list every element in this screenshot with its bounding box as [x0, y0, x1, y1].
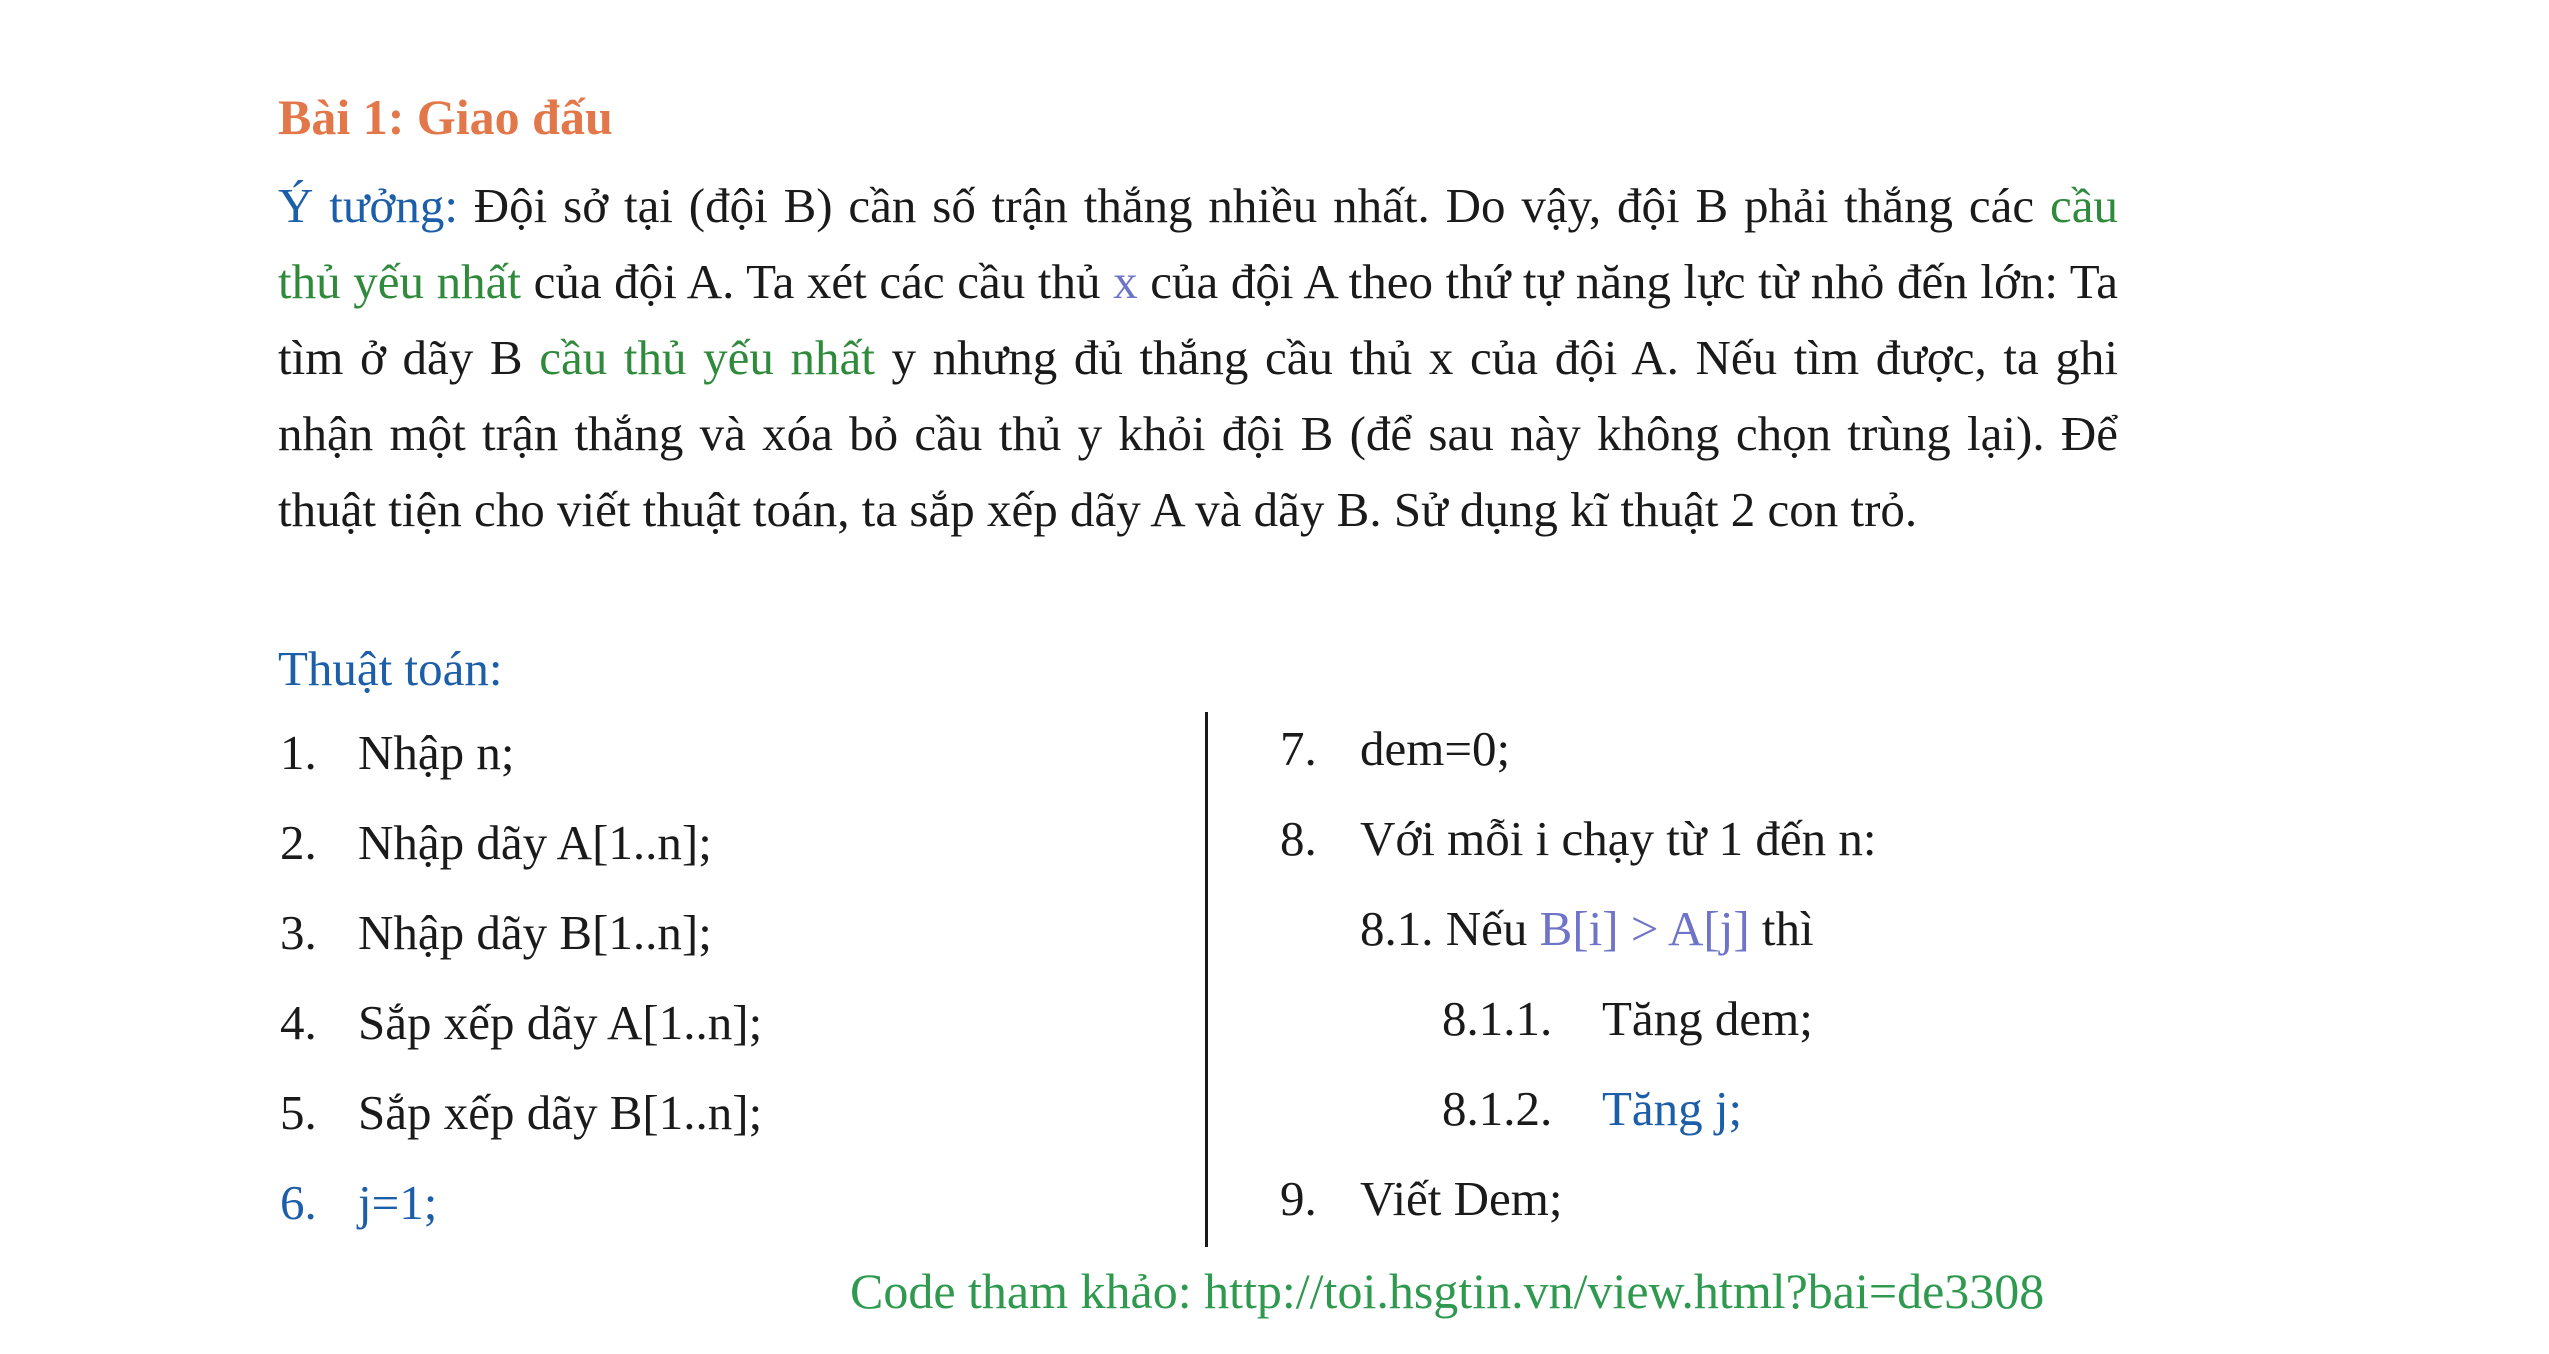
algorithm-step [280, 813, 712, 873]
idea-text-2: của đội A. Ta xét các cầu thủ [520, 254, 1114, 309]
algorithm-step [1280, 809, 1877, 869]
step-number: 8.1. [1360, 901, 1434, 956]
step-number: 9. [1280, 1171, 1317, 1226]
algorithm-step [280, 1083, 762, 1143]
step-condition: B[i] > A[j] [1539, 901, 1750, 956]
step-text: dem=0; [1360, 721, 1511, 776]
algorithm-step [280, 1173, 437, 1233]
algorithm-subsubstep [1442, 1079, 1742, 1139]
step-text: Tăng dem; [1602, 991, 1813, 1046]
step-text: Nhập n; [358, 725, 515, 780]
step-text: Sắp xếp dãy A[1..n]; [358, 995, 763, 1050]
step-number: 2. [280, 815, 317, 870]
idea-label: Ý tưởng: [278, 178, 458, 233]
step-text-pre: Nếu [1445, 901, 1540, 956]
algorithm-substep [1360, 899, 1814, 959]
algorithm-heading: Thuật toán: [278, 641, 503, 696]
step-number: 8.1.1. [1442, 991, 1553, 1046]
idea-paragraph [278, 168, 2118, 548]
algorithm-step [1280, 719, 1510, 779]
step-number: 3. [280, 905, 317, 960]
step-text: Nhập dãy B[1..n]; [358, 905, 712, 960]
idea-text-4: y nhưng đủ thắng cầu thủ x của đội A. Nếu tìm được, ta ghi nhận một trận thắng và xóa bỏ cầu thủ y khỏi đội B (để sau này không chọn trùng lại). Để thuật tiện cho viết thuật toán, ta sắp xếp dãy A và dãy B. Sử dụng kĩ thuật 2 con trỏ. [278, 330, 2118, 537]
idea-variable-x: x [1113, 254, 1138, 309]
algorithm-subsubstep [1442, 989, 1813, 1049]
idea-text-3: của đội A theo thứ tự năng lực từ nhỏ đến lớn: Ta tìm ở dãy B [278, 254, 2118, 385]
step-number: 5. [280, 1085, 317, 1140]
idea-highlight-weakest-1: cầu thủ yếu nhất [278, 178, 2118, 309]
step-number: 6. [280, 1175, 317, 1230]
algorithm-step [1280, 1169, 1563, 1229]
step-text: Tăng j; [1602, 1081, 1743, 1136]
step-number: 8. [1280, 811, 1317, 866]
exercise-title: Bài 1: Giao đấu [278, 89, 613, 145]
step-number: 4. [280, 995, 317, 1050]
step-text: Sắp xếp dãy B[1..n]; [358, 1085, 763, 1140]
idea-text-1: Đội sở tại (đội B) cần số trận thắng nhiều nhất. Do vậy, đội B phải thắng các [457, 178, 2050, 233]
step-text: Viết Dem; [1360, 1171, 1563, 1226]
algorithm-step [280, 723, 515, 783]
step-number: 7. [1280, 721, 1317, 776]
step-number: 8.1.2. [1442, 1081, 1553, 1136]
algorithm-step [280, 903, 712, 963]
step-text-post: thì [1749, 901, 1814, 956]
column-divider [1205, 712, 1208, 1247]
algorithm-step [280, 993, 762, 1053]
idea-highlight-weakest-2: cầu thủ yếu nhất [539, 330, 875, 385]
step-text: Với mỗi i chạy từ 1 đến n: [1360, 811, 1877, 866]
reference-code-link[interactable]: Code tham khảo: http://toi.hsgtin.vn/view.html?bai=de3308 [850, 1263, 2045, 1319]
step-text: Nhập dãy A[1..n]; [358, 815, 712, 870]
step-number: 1. [280, 725, 317, 780]
step-text: j=1; [358, 1175, 438, 1230]
